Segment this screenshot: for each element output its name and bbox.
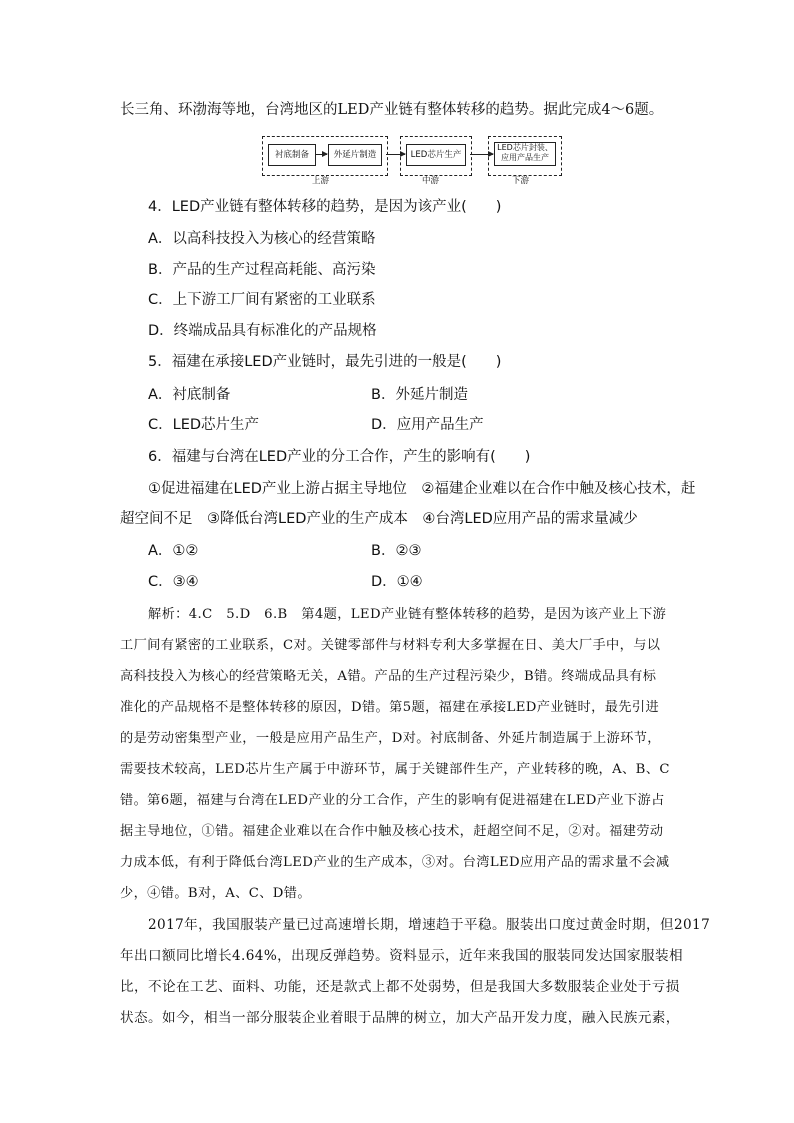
passage-line-3: 比，不论在工艺、面料、功能，还是款式上都不处弱势，但是我国大多数服装企业处于亏损 xyxy=(120,979,680,995)
q4-option-c: C．上下游工厂间有紧密的工业联系 xyxy=(148,292,376,308)
epitaxy-box: 外延片制造 xyxy=(328,144,382,166)
q6-items-line2: 超空间不足 ③降低台湾LED产业的生产成本 ④台湾LED应用产品的需求量减少 xyxy=(120,511,638,527)
arrow-3 xyxy=(470,154,493,155)
downstream-label: 下游 xyxy=(512,176,530,186)
analysis-line-1: 解析：4.C 5.D 6.B 第4题，LED产业链有整体转移的趋势，是因为该产业上下游 xyxy=(148,607,667,622)
q5-option-d: D．应用产品生产 xyxy=(371,417,484,433)
analysis-line-10: 少，④错。B对，A、C、D错。 xyxy=(120,886,311,901)
analysis-line-4: 准化的产品规格不是整体转移的原因，D错。第5题，福建在承接LED产业链时，最先引进 xyxy=(120,700,660,715)
package-application-box xyxy=(494,142,556,166)
q5-option-b: B．外延片制造 xyxy=(371,387,468,403)
q6-items-line1: ①促进福建在LED产业上游占据主导地位 ②福建企业难以在合作中触及核心技术，赶 xyxy=(148,481,696,497)
analysis-line-3: 高科技投入为核心的经营策略无关，A错。产品的生产过程污染少，B错。终端成品具有标 xyxy=(120,669,657,684)
q4-option-d: D．终端成品具有标准化的产品规格 xyxy=(148,323,377,339)
q6-option-b: B．②③ xyxy=(371,543,422,559)
q6-stem: 6．福建与台湾在LED产业的分工合作，产生的影响有( ) xyxy=(148,449,531,465)
analysis-line-6: 需要技术较高，LED芯片生产属于中游环节，属于关键部件生产，产业转移的晚，A、B、C xyxy=(120,762,670,777)
analysis-line-8: 据主导地位，①错。福建企业难以在合作中触及核心技术，赶超空间不足，②对。福建劳动 xyxy=(120,824,664,839)
passage-line-4: 状态。如今，相当一部分服装企业着眼于品牌的树立，加大产品开发力度，融入民族元素， xyxy=(120,1010,680,1026)
package-box-line2: 应用产品生产 xyxy=(501,153,549,162)
analysis-line-5: 的是劳动密集型产业，一般是应用产品生产，D对。衬底制备、外延片制造属于上游环节， xyxy=(120,731,661,746)
q4-option-b: B．产品的生产过程高耗能、高污染 xyxy=(148,262,376,278)
substrate-box: 衬底制备 xyxy=(268,144,316,166)
analysis-line-9: 力成本低，有利于降低台湾LED产业的生产成本，③对。台湾LED应用产品的需求量不会减 xyxy=(120,855,670,870)
q4-stem: 4．LED产业链有整体转移的趋势，是因为该产业( ) xyxy=(148,199,502,215)
led-industry-chain-diagram xyxy=(262,136,562,184)
intro-text: 长三角、环渤海等地，台湾地区的LED产业链有整体转移的趋势。据此完成4～6题。 xyxy=(120,102,664,118)
analysis-line-2: 工厂间有紧密的工业联系，C对。关键零部件与材料专利大多掌握在日、美大厂手中，与以 xyxy=(120,638,661,653)
q6-option-d: D．①④ xyxy=(371,574,423,590)
chip-box: LED芯片生产 xyxy=(406,144,466,166)
q5-option-c: C．LED芯片生产 xyxy=(148,417,260,433)
analysis-line-7: 错。第6题，福建与台湾在LED产业的分工合作，产生的影响有促进福建在LED产业下游占 xyxy=(120,793,665,808)
arrow-2 xyxy=(386,154,405,155)
upstream-label: 上游 xyxy=(312,176,330,186)
package-box-line1: LED芯片封装、 xyxy=(497,143,553,152)
midstream-label: 中游 xyxy=(422,176,440,186)
q6-option-c: C．③④ xyxy=(148,574,199,590)
arrow-1 xyxy=(315,154,327,155)
passage-line-1: 2017年，我国服装产量已过高速增长期，增速趋于平稳。服装出口度过黄金时期，但2017 xyxy=(120,917,711,933)
passage-line-2: 年出口额同比增长4.64%，出现反弹趋势。资料显示，近年来我国的服装同发达国家服装相 xyxy=(120,948,683,964)
q5-stem: 5．福建在承接LED产业链时，最先引进的一般是( ) xyxy=(148,354,502,370)
q4-option-a: A．以高科技投入为核心的经营策略 xyxy=(148,231,376,247)
q6-option-a: A．①② xyxy=(148,543,199,559)
q5-option-a: A．衬底制备 xyxy=(148,387,231,403)
